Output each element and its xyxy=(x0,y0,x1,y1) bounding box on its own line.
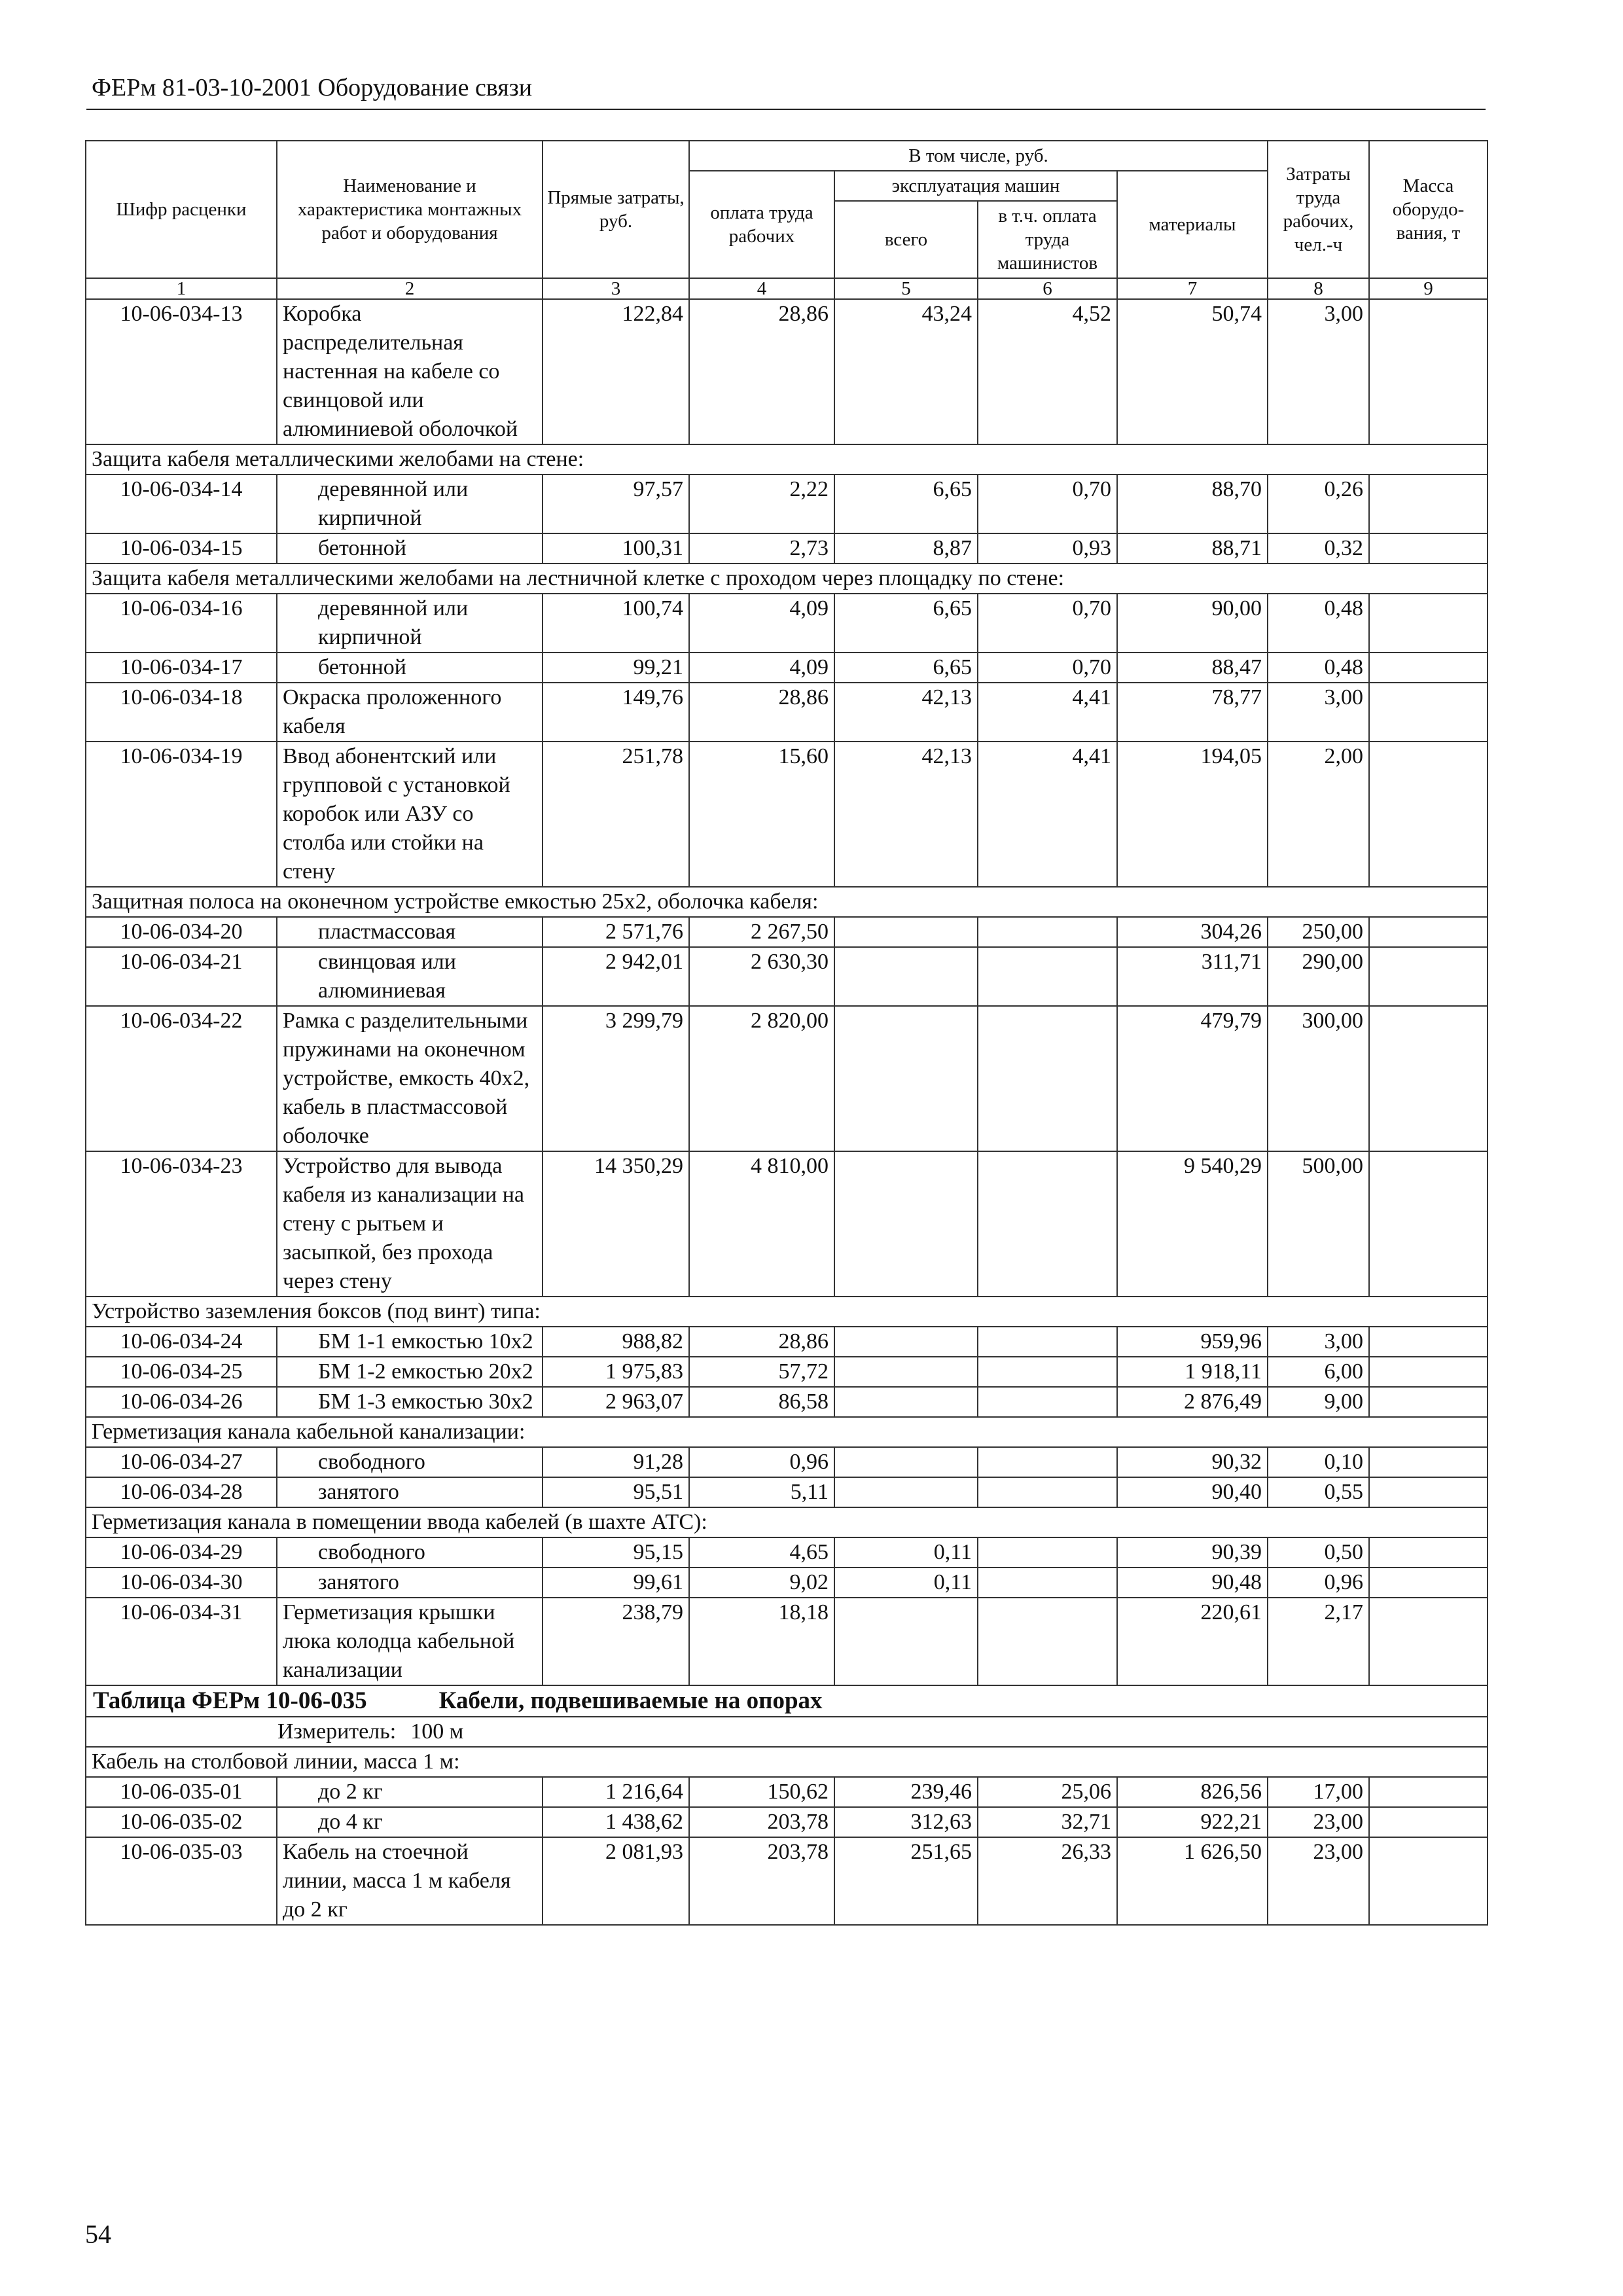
work-name: Рамка с разделительными пружинами на оконечном устройстве, емкость 40х2, кабель в пластмассовой оболочке xyxy=(277,1006,543,1151)
table-row xyxy=(86,742,1488,887)
machinist-pay-cell xyxy=(978,1357,1117,1387)
table-row xyxy=(86,299,1488,444)
table-row xyxy=(86,1447,1488,1477)
machinist-pay-cell xyxy=(978,917,1117,947)
table-row xyxy=(86,1777,1488,1807)
table-label: Таблица ФЕРм 10-06-035 xyxy=(93,1687,367,1714)
section-heading: Защитная полоса на оконечном устройстве емкостью 25х2, оболочка кабеля: xyxy=(86,887,1488,917)
col-header-labor-pay: оплата труда рабочих xyxy=(689,171,834,278)
header-rule xyxy=(86,109,1486,110)
materials-cell: 959,96 xyxy=(1117,1327,1268,1357)
materials-cell: 311,71 xyxy=(1117,947,1268,1006)
equipment-mass-cell xyxy=(1369,653,1488,683)
labor-pay-cell: 86,58 xyxy=(689,1387,834,1417)
machines-total-cell: 0,11 xyxy=(834,1537,978,1568)
rates-table xyxy=(85,140,1488,1926)
direct-costs-cell: 2 081,93 xyxy=(543,1837,689,1925)
equipment-mass-cell xyxy=(1369,1807,1488,1837)
equipment-mass-cell xyxy=(1369,917,1488,947)
materials-cell: 9 540,29 xyxy=(1117,1151,1268,1297)
direct-costs-cell: 99,21 xyxy=(543,653,689,683)
labor-pay-cell: 9,02 xyxy=(689,1568,834,1598)
labor-pay-cell: 4,09 xyxy=(689,653,834,683)
direct-costs-cell: 97,57 xyxy=(543,475,689,533)
section-heading: Защита кабеля металлическими желобами на стене: xyxy=(86,444,1488,475)
labor-pay-cell: 203,78 xyxy=(689,1837,834,1925)
labor-pay-cell: 4,65 xyxy=(689,1537,834,1568)
direct-costs-cell: 95,15 xyxy=(543,1537,689,1568)
col-header-machines: эксплуатация машин xyxy=(834,171,1117,201)
work-name: БМ 1-3 емкостью 30х2 xyxy=(277,1387,543,1417)
rate-code: 10-06-034-18 xyxy=(86,683,277,742)
table-row xyxy=(86,1151,1488,1297)
machinist-pay-cell: 26,33 xyxy=(978,1837,1117,1925)
direct-costs-cell: 3 299,79 xyxy=(543,1006,689,1151)
direct-costs-cell: 2 942,01 xyxy=(543,947,689,1006)
col-header-including: В том числе, руб. xyxy=(689,141,1268,171)
labor-hours-cell: 0,48 xyxy=(1268,594,1369,653)
direct-costs-cell: 988,82 xyxy=(543,1327,689,1357)
table-row xyxy=(86,683,1488,742)
column-number: 3 xyxy=(543,278,689,299)
table-row xyxy=(86,947,1488,1006)
section-row xyxy=(86,564,1488,594)
labor-pay-cell: 28,86 xyxy=(689,299,834,444)
work-name: Кабель на стоечной линии, масса 1 м кабеля до 2 кг xyxy=(277,1837,543,1925)
section-heading: Защита кабеля металлическими желобами на лестничной клетке с проходом через площадку по стене: xyxy=(86,564,1488,594)
machines-total-cell: 312,63 xyxy=(834,1807,978,1837)
machines-total-cell: 0,11 xyxy=(834,1568,978,1598)
work-name: Устройство для вывода кабеля из канализации на стену с рытьем и засыпкой, без прохода через стену xyxy=(277,1151,543,1297)
page-number: 54 xyxy=(85,2219,111,2249)
section-row xyxy=(86,1297,1488,1327)
materials-cell: 90,32 xyxy=(1117,1447,1268,1477)
materials-cell: 220,61 xyxy=(1117,1598,1268,1685)
work-name: БМ 1-2 емкостью 20х2 xyxy=(277,1357,543,1387)
materials-cell: 2 876,49 xyxy=(1117,1387,1268,1417)
direct-costs-cell: 95,51 xyxy=(543,1477,689,1507)
work-name: занятого xyxy=(277,1568,543,1598)
materials-cell: 88,47 xyxy=(1117,653,1268,683)
col-header-equipment-mass: Масса оборудо-вания, т xyxy=(1369,141,1488,278)
labor-hours-cell: 0,10 xyxy=(1268,1447,1369,1477)
measure-label: Измеритель: xyxy=(277,1719,397,1744)
equipment-mass-cell xyxy=(1369,742,1488,887)
labor-pay-cell: 4,09 xyxy=(689,594,834,653)
machines-total-cell xyxy=(834,1477,978,1507)
work-name: занятого xyxy=(277,1477,543,1507)
equipment-mass-cell xyxy=(1369,1357,1488,1387)
rate-code: 10-06-034-14 xyxy=(86,475,277,533)
direct-costs-cell: 14 350,29 xyxy=(543,1151,689,1297)
machinist-pay-cell: 0,70 xyxy=(978,594,1117,653)
section-row xyxy=(86,887,1488,917)
labor-hours-cell: 17,00 xyxy=(1268,1777,1369,1807)
labor-hours-cell: 2,17 xyxy=(1268,1598,1369,1685)
labor-hours-cell: 3,00 xyxy=(1268,1327,1369,1357)
labor-pay-cell: 2 630,30 xyxy=(689,947,834,1006)
rate-code: 10-06-034-29 xyxy=(86,1537,277,1568)
measure-row xyxy=(86,1717,1488,1747)
machines-total-cell: 8,87 xyxy=(834,533,978,564)
materials-cell: 1 918,11 xyxy=(1117,1357,1268,1387)
machinist-pay-cell xyxy=(978,1598,1117,1685)
work-name: деревянной или кирпичной xyxy=(277,594,543,653)
table-heading xyxy=(86,1685,1488,1717)
labor-hours-cell: 250,00 xyxy=(1268,917,1369,947)
machinist-pay-cell: 4,52 xyxy=(978,299,1117,444)
rate-code: 10-06-034-22 xyxy=(86,1006,277,1151)
table-row xyxy=(86,1477,1488,1507)
work-name: до 2 кг xyxy=(277,1777,543,1807)
direct-costs-cell: 2 963,07 xyxy=(543,1387,689,1417)
equipment-mass-cell xyxy=(1369,594,1488,653)
labor-hours-cell: 23,00 xyxy=(1268,1807,1369,1837)
machines-total-cell xyxy=(834,1447,978,1477)
direct-costs-cell: 2 571,76 xyxy=(543,917,689,947)
materials-cell: 90,00 xyxy=(1117,594,1268,653)
machinist-pay-cell: 0,70 xyxy=(978,475,1117,533)
equipment-mass-cell xyxy=(1369,1568,1488,1598)
machines-total-cell xyxy=(834,1387,978,1417)
equipment-mass-cell xyxy=(1369,1598,1488,1685)
machines-total-cell: 43,24 xyxy=(834,299,978,444)
measure-value: 100 м xyxy=(410,1719,464,1744)
labor-pay-cell: 150,62 xyxy=(689,1777,834,1807)
machines-total-cell: 6,65 xyxy=(834,475,978,533)
materials-cell: 50,74 xyxy=(1117,299,1268,444)
work-name: бетонной xyxy=(277,653,543,683)
labor-pay-cell: 4 810,00 xyxy=(689,1151,834,1297)
labor-pay-cell: 15,60 xyxy=(689,742,834,887)
materials-cell: 826,56 xyxy=(1117,1777,1268,1807)
materials-cell: 88,71 xyxy=(1117,533,1268,564)
labor-pay-cell: 203,78 xyxy=(689,1807,834,1837)
equipment-mass-cell xyxy=(1369,1537,1488,1568)
labor-hours-cell: 0,32 xyxy=(1268,533,1369,564)
rate-code: 10-06-034-15 xyxy=(86,533,277,564)
equipment-mass-cell xyxy=(1369,947,1488,1006)
direct-costs-cell: 149,76 xyxy=(543,683,689,742)
work-name: Герметизация крышки люка колодца кабельной канализации xyxy=(277,1598,543,1685)
table-row xyxy=(86,917,1488,947)
labor-hours-cell: 9,00 xyxy=(1268,1387,1369,1417)
work-name: БМ 1-1 емкостью 10х2 xyxy=(277,1327,543,1357)
machines-total-cell xyxy=(834,917,978,947)
labor-pay-cell: 28,86 xyxy=(689,1327,834,1357)
labor-hours-cell: 0,55 xyxy=(1268,1477,1369,1507)
labor-pay-cell: 18,18 xyxy=(689,1598,834,1685)
machinist-pay-cell xyxy=(978,1327,1117,1357)
labor-hours-cell: 500,00 xyxy=(1268,1151,1369,1297)
machinist-pay-cell: 25,06 xyxy=(978,1777,1117,1807)
labor-hours-cell: 3,00 xyxy=(1268,299,1369,444)
direct-costs-cell: 99,61 xyxy=(543,1568,689,1598)
column-number: 6 xyxy=(978,278,1117,299)
machines-total-cell: 42,13 xyxy=(834,683,978,742)
work-name: деревянной или кирпичной xyxy=(277,475,543,533)
section-row xyxy=(86,1417,1488,1447)
labor-hours-cell: 2,00 xyxy=(1268,742,1369,887)
rate-code: 10-06-034-28 xyxy=(86,1477,277,1507)
equipment-mass-cell xyxy=(1369,1447,1488,1477)
col-header-direct-costs: Прямые затраты, руб. xyxy=(543,141,689,278)
rate-code: 10-06-034-27 xyxy=(86,1447,277,1477)
machines-total-cell xyxy=(834,1357,978,1387)
labor-pay-cell: 28,86 xyxy=(689,683,834,742)
column-number: 2 xyxy=(277,278,543,299)
labor-pay-cell: 2 820,00 xyxy=(689,1006,834,1151)
machines-total-cell: 239,46 xyxy=(834,1777,978,1807)
machines-total-cell xyxy=(834,1598,978,1685)
work-name: до 4 кг xyxy=(277,1807,543,1837)
rate-code: 10-06-034-20 xyxy=(86,917,277,947)
machinist-pay-cell xyxy=(978,1477,1117,1507)
table-row xyxy=(86,1537,1488,1568)
table-row xyxy=(86,1327,1488,1357)
equipment-mass-cell xyxy=(1369,1837,1488,1925)
labor-pay-cell: 5,11 xyxy=(689,1477,834,1507)
section-row xyxy=(86,1747,1488,1777)
materials-cell: 90,40 xyxy=(1117,1477,1268,1507)
machinist-pay-cell: 0,93 xyxy=(978,533,1117,564)
machinist-pay-cell: 4,41 xyxy=(978,683,1117,742)
section-heading: Кабель на столбовой линии, масса 1 м: xyxy=(86,1747,1488,1777)
rate-code: 10-06-034-25 xyxy=(86,1357,277,1387)
direct-costs-cell: 91,28 xyxy=(543,1447,689,1477)
equipment-mass-cell xyxy=(1369,1327,1488,1357)
column-number: 5 xyxy=(834,278,978,299)
section-row xyxy=(86,1507,1488,1537)
machinist-pay-cell: 32,71 xyxy=(978,1807,1117,1837)
equipment-mass-cell xyxy=(1369,475,1488,533)
table-row xyxy=(86,1568,1488,1598)
page-header-title: ФЕРм 81-03-10-2001 Оборудование связи xyxy=(92,74,533,101)
table-header xyxy=(86,141,1488,299)
direct-costs-cell: 1 975,83 xyxy=(543,1357,689,1387)
materials-cell: 1 626,50 xyxy=(1117,1837,1268,1925)
machinist-pay-cell xyxy=(978,1447,1117,1477)
machines-total-cell: 6,65 xyxy=(834,653,978,683)
table-row xyxy=(86,475,1488,533)
labor-hours-cell: 6,00 xyxy=(1268,1357,1369,1387)
materials-cell: 88,70 xyxy=(1117,475,1268,533)
rate-code: 10-06-034-31 xyxy=(86,1598,277,1685)
table-row xyxy=(86,1006,1488,1151)
direct-costs-cell: 100,31 xyxy=(543,533,689,564)
rate-code: 10-06-034-30 xyxy=(86,1568,277,1598)
rate-code: 10-06-034-16 xyxy=(86,594,277,653)
machinist-pay-cell xyxy=(978,1006,1117,1151)
labor-hours-cell: 0,26 xyxy=(1268,475,1369,533)
rate-code: 10-06-034-13 xyxy=(86,299,277,444)
column-number: 7 xyxy=(1117,278,1268,299)
rate-code: 10-06-035-02 xyxy=(86,1807,277,1837)
work-name: свободного xyxy=(277,1537,543,1568)
labor-hours-cell: 290,00 xyxy=(1268,947,1369,1006)
table-heading-row xyxy=(86,1685,1488,1717)
machinist-pay-cell xyxy=(978,1568,1117,1598)
column-number: 9 xyxy=(1369,278,1488,299)
rate-code: 10-06-035-03 xyxy=(86,1837,277,1925)
machinist-pay-cell xyxy=(978,1151,1117,1297)
col-header-materials: материалы xyxy=(1117,171,1268,278)
table-row xyxy=(86,653,1488,683)
machines-total-cell xyxy=(834,1327,978,1357)
materials-cell: 90,39 xyxy=(1117,1537,1268,1568)
labor-pay-cell: 57,72 xyxy=(689,1357,834,1387)
section-row xyxy=(86,444,1488,475)
work-name: Коробка распределительная настенная на кабеле со свинцовой или алюминиевой оболочкой xyxy=(277,299,543,444)
machinist-pay-cell xyxy=(978,1537,1117,1568)
equipment-mass-cell xyxy=(1369,299,1488,444)
direct-costs-cell: 251,78 xyxy=(543,742,689,887)
table-row xyxy=(86,1598,1488,1685)
machinist-pay-cell xyxy=(978,947,1117,1006)
column-number: 4 xyxy=(689,278,834,299)
col-header-machinist-pay: в т.ч. оплата труда машинистов xyxy=(978,201,1117,278)
work-name: Окраска проложенного кабеля xyxy=(277,683,543,742)
materials-cell: 479,79 xyxy=(1117,1006,1268,1151)
labor-hours-cell: 0,96 xyxy=(1268,1568,1369,1598)
table-row xyxy=(86,1837,1488,1925)
direct-costs-cell: 122,84 xyxy=(543,299,689,444)
labor-hours-cell: 0,48 xyxy=(1268,653,1369,683)
machinist-pay-cell: 0,70 xyxy=(978,653,1117,683)
section-heading: Устройство заземления боксов (под винт) типа: xyxy=(86,1297,1488,1327)
table-row xyxy=(86,1357,1488,1387)
col-header-name: Наименование и характеристика монтажных работ и оборудования xyxy=(277,141,543,278)
rate-code: 10-06-034-24 xyxy=(86,1327,277,1357)
labor-hours-cell: 300,00 xyxy=(1268,1006,1369,1151)
labor-hours-cell: 3,00 xyxy=(1268,683,1369,742)
table-body xyxy=(86,299,1488,1925)
labor-pay-cell: 0,96 xyxy=(689,1447,834,1477)
machines-total-cell: 6,65 xyxy=(834,594,978,653)
section-heading: Герметизация канала кабельной канализации: xyxy=(86,1417,1488,1447)
machines-total-cell xyxy=(834,1151,978,1297)
labor-hours-cell: 0,50 xyxy=(1268,1537,1369,1568)
equipment-mass-cell xyxy=(1369,1387,1488,1417)
equipment-mass-cell xyxy=(1369,1151,1488,1297)
direct-costs-cell: 1 216,64 xyxy=(543,1777,689,1807)
machines-total-cell xyxy=(834,1006,978,1151)
labor-pay-cell: 2,22 xyxy=(689,475,834,533)
col-header-code: Шифр расценки xyxy=(86,141,277,278)
column-number: 1 xyxy=(86,278,277,299)
section-heading: Герметизация канала в помещении ввода кабелей (в шахте АТС): xyxy=(86,1507,1488,1537)
rate-code: 10-06-034-21 xyxy=(86,947,277,1006)
labor-hours-cell: 23,00 xyxy=(1268,1837,1369,1925)
rate-code: 10-06-034-17 xyxy=(86,653,277,683)
materials-cell: 922,21 xyxy=(1117,1807,1268,1837)
work-name: Ввод абонентский или групповой с установкой коробок или АЗУ со столба или стойки на стену xyxy=(277,742,543,887)
equipment-mass-cell xyxy=(1369,533,1488,564)
rate-code: 10-06-034-23 xyxy=(86,1151,277,1297)
table-row xyxy=(86,594,1488,653)
equipment-mass-cell xyxy=(1369,683,1488,742)
machinist-pay-cell: 4,41 xyxy=(978,742,1117,887)
table-title: Кабели, подвешиваемые на опорах xyxy=(438,1687,823,1714)
direct-costs-cell: 238,79 xyxy=(543,1598,689,1685)
col-header-labor-hours: Затраты труда рабочих, чел.-ч xyxy=(1268,141,1369,278)
labor-pay-cell: 2 267,50 xyxy=(689,917,834,947)
column-numbers-row xyxy=(86,278,1488,299)
machines-total-cell: 42,13 xyxy=(834,742,978,887)
rate-code: 10-06-034-26 xyxy=(86,1387,277,1417)
work-name: свинцовая или алюминиевая xyxy=(277,947,543,1006)
col-header-machines-total: всего xyxy=(834,201,978,278)
equipment-mass-cell xyxy=(1369,1477,1488,1507)
table-row xyxy=(86,533,1488,564)
measure-unit xyxy=(86,1717,1488,1747)
rate-code: 10-06-035-01 xyxy=(86,1777,277,1807)
direct-costs-cell: 100,74 xyxy=(543,594,689,653)
work-name: пластмассовая xyxy=(277,917,543,947)
work-name: бетонной xyxy=(277,533,543,564)
machines-total-cell xyxy=(834,947,978,1006)
materials-cell: 90,48 xyxy=(1117,1568,1268,1598)
column-number: 8 xyxy=(1268,278,1369,299)
equipment-mass-cell xyxy=(1369,1006,1488,1151)
table-row xyxy=(86,1387,1488,1417)
direct-costs-cell: 1 438,62 xyxy=(543,1807,689,1837)
labor-pay-cell: 2,73 xyxy=(689,533,834,564)
materials-cell: 304,26 xyxy=(1117,917,1268,947)
materials-cell: 194,05 xyxy=(1117,742,1268,887)
machines-total-cell: 251,65 xyxy=(834,1837,978,1925)
materials-cell: 78,77 xyxy=(1117,683,1268,742)
equipment-mass-cell xyxy=(1369,1777,1488,1807)
machinist-pay-cell xyxy=(978,1387,1117,1417)
work-name: свободного xyxy=(277,1447,543,1477)
rate-code: 10-06-034-19 xyxy=(86,742,277,887)
table-row xyxy=(86,1807,1488,1837)
